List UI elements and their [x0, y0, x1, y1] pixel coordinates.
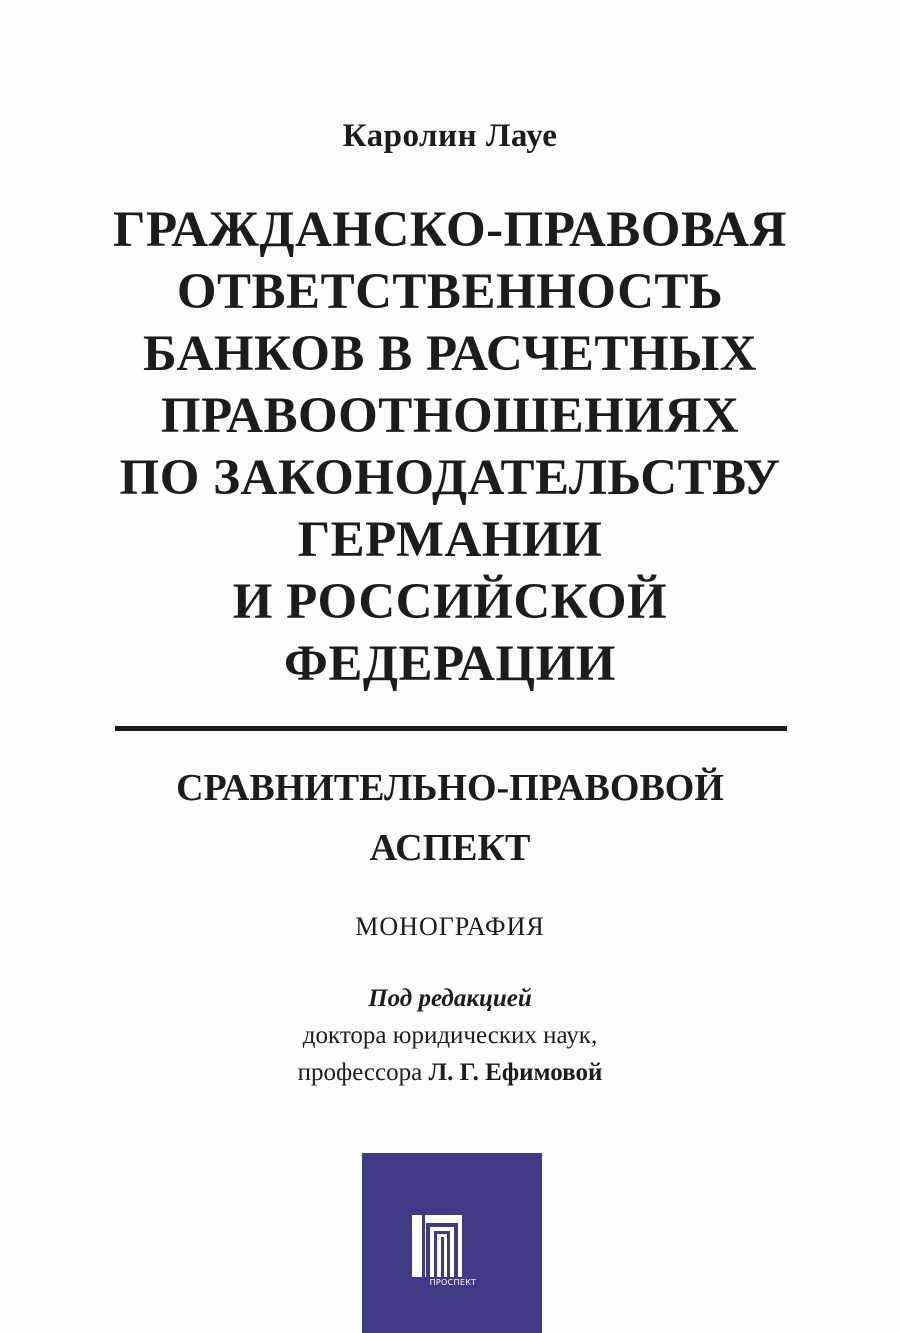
editor-degree: доктора юридических наук, [302, 1022, 598, 1049]
subtitle-line: АСПЕКТ [369, 827, 531, 869]
editor-title-line [0, 1054, 900, 1091]
title-line: ГЕРМАНИИ [297, 512, 603, 568]
title-line: ФЕДЕРАЦИИ [284, 636, 616, 692]
genre-label: МОНОГРАФИЯ [355, 912, 545, 941]
title-line: БАНКОВ В РАСЧЕТНЫХ [143, 326, 757, 382]
title-line: ГРАЖДАНСКО-ПРАВОВАЯ [113, 202, 787, 258]
title-divider [115, 726, 787, 731]
editor-name: Л. Г. Ефимовой [428, 1059, 603, 1086]
subtitle-line: СРАВНИТЕЛЬНО-ПРАВОВОЙ [176, 767, 724, 809]
title-line: ПРАВООТНОШЕНИЯХ [160, 388, 740, 444]
publisher-block [362, 1153, 542, 1333]
editor-rank: профессора [297, 1059, 423, 1086]
title-line: ПО ЗАКОНОДАТЕЛЬСТВУ [119, 450, 781, 506]
editor-block [0, 980, 900, 1091]
title-line: И РОССИЙСКОЙ [232, 574, 668, 630]
editor-heading: Под редакцией [368, 985, 532, 1012]
title-line: ОТВЕТСТВЕННОСТЬ [176, 264, 724, 320]
prospekt-building-icon [412, 1215, 492, 1277]
author-name: Каролин Лауе [342, 118, 558, 154]
publisher-name: ПРОСПЕКТ [429, 1278, 477, 1287]
book-subtitle [0, 758, 900, 878]
book-title [40, 199, 860, 695]
